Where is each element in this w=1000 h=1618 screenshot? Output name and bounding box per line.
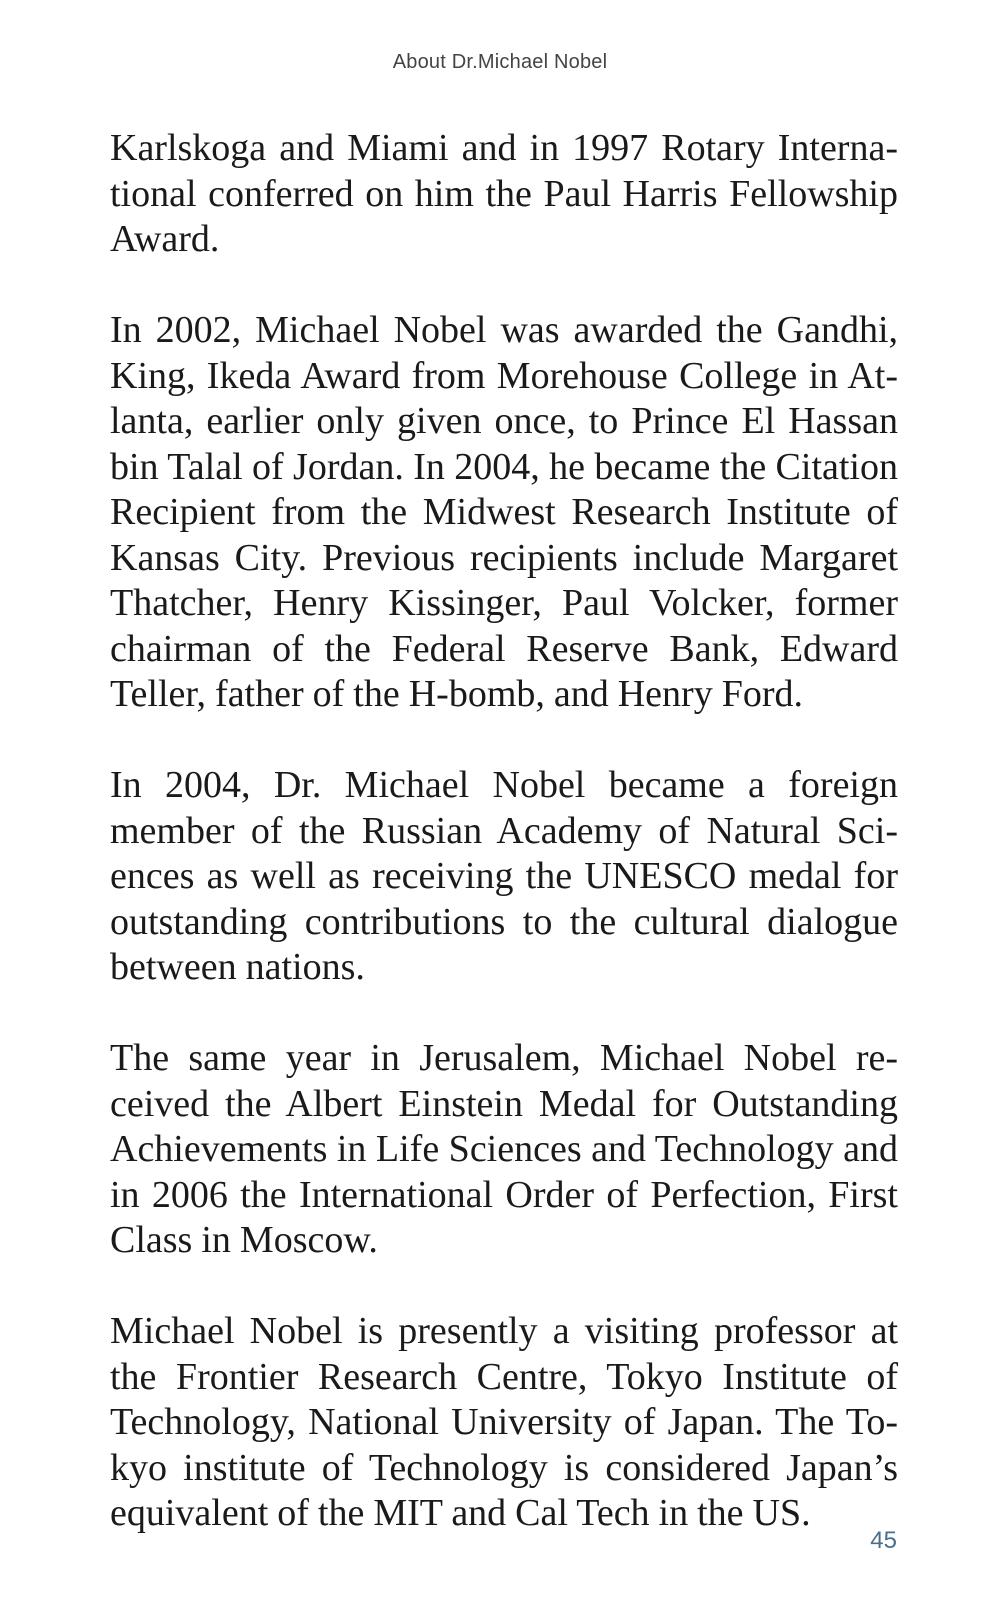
page-number: 45	[870, 1527, 897, 1554]
body-text	[110, 126, 898, 1537]
paragraph-3: In 2004, Dr. Michael Nobel became a foreign member of the Russian Academy of Natural Sciences as well as receiving the UNESCO medal for outstanding contributions to the cultural dialogue between nations.	[110, 764, 898, 988]
paragraph-5: Michael Nobel is presently a visiting professor at the Frontier Research Centre, Tokyo Institute of Technology, National University of Japan. The Tokyo institute of Technology is considered Japan’s equivalent of the MIT and Cal Tech in the US.	[110, 1310, 898, 1534]
paragraph-4: The same year in Jerusalem, Michael Nobel received the Albert Einstein Medal for Outstanding Achievements in Life Sciences and Technology and in 2006 the International Order of Perfection, First Class in Moscow.	[110, 1037, 898, 1261]
running-header: About Dr.Michael Nobel	[392, 51, 608, 73]
paragraph-2: In 2002, Michael Nobel was awarded the Gandhi, King, Ikeda Award from Morehouse College in Atlanta, earlier only given once, to Prince El Hassan bin Talal of Jordan. In 2004, he became the Citation Recipient from the Midwest Research Institute of Kansas City. Previous recipients include Margaret Thatcher, Henry Kissinger, Paul Volcker, former chairman of the Federal Reserve Bank, Edward Teller, father of the H-bomb, and Henry Ford.	[110, 309, 898, 715]
paragraph-1: Karlskoga and Miami and in 1997 Rotary International conferred on him the Paul Harris Fellowship Award.	[110, 127, 898, 260]
